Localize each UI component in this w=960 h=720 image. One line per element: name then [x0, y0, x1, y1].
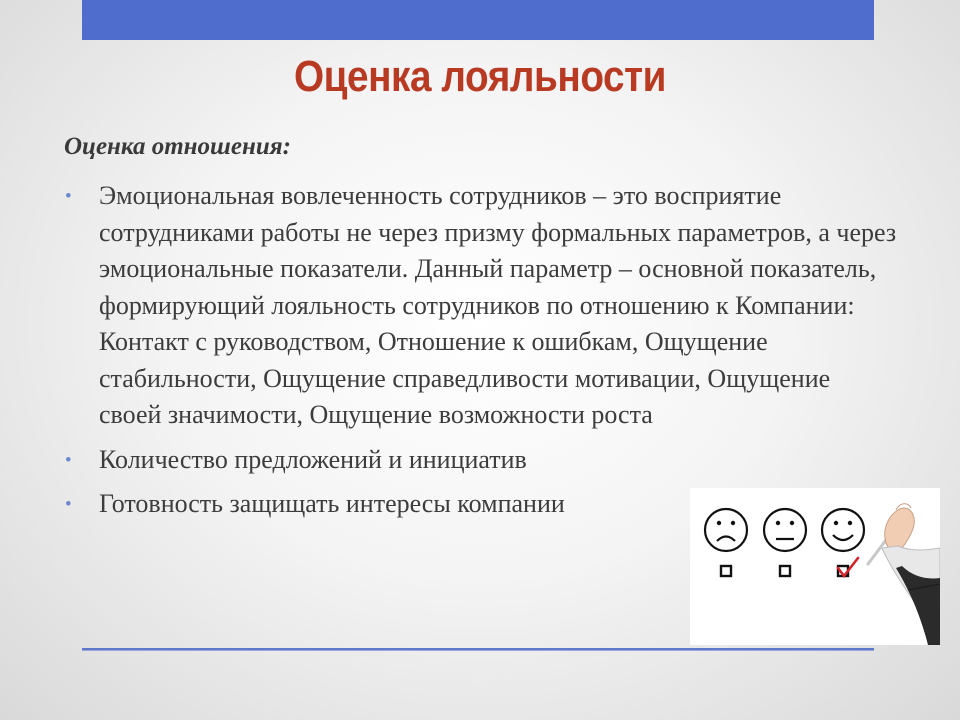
happy-face-icon [822, 509, 864, 551]
top-accent-bar [82, 0, 874, 40]
bullet-text: Готовность защищать интересы компании [99, 489, 565, 518]
bottom-divider-line [82, 648, 874, 651]
slide-title: Оценка лояльности [293, 52, 667, 101]
checkbox-neutral [780, 566, 790, 576]
bullet-text: Количество предложений и инициатив [99, 444, 527, 474]
bullet-text: Эмоциональная вовлеченность сотрудников – это восприятие сотрудниками работы не через призму формальных параметров, а через эмоциональные показатели. Данный параметр – основной показатель, формирующий лояльность сотрудников по отношению к Компании: Контакт с руководством, Отношение к ошибкам, Ощущение стабильности, Ощущение справедливости мотивации, Ощущение своей значимости, Ощущение возможности роста [99, 181, 897, 429]
rating-illustration [690, 488, 940, 645]
sad-face-icon [705, 509, 747, 551]
hand-with-pen-icon [868, 504, 940, 645]
bullet-list [64, 178, 897, 531]
bullet-dot: • [65, 449, 72, 471]
bullet-item [64, 442, 894, 479]
bullet-dot: • [65, 186, 72, 207]
neutral-face-icon [764, 509, 806, 551]
checkbox-sad [721, 566, 731, 576]
bullet-dot: • [65, 494, 72, 515]
slide-subtitle: Оценка отношения: [64, 133, 291, 160]
satisfaction-rating-image [690, 488, 940, 645]
bullet-item [64, 178, 899, 434]
